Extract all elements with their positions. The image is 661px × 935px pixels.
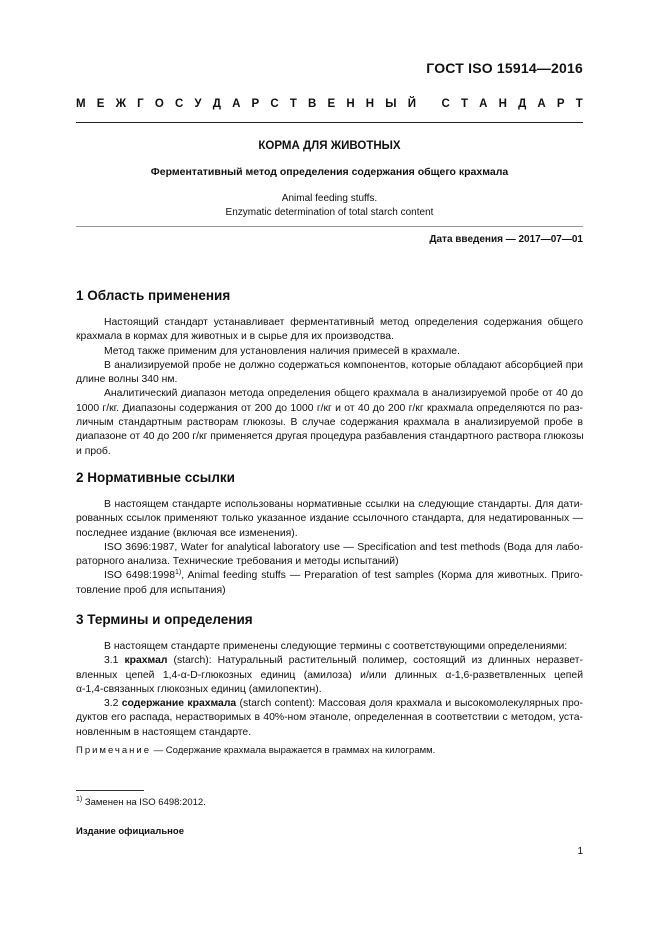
standard-type-letter: Н	[498, 98, 507, 110]
page-number: 1	[577, 846, 583, 857]
standard-type-letter: Н	[346, 98, 355, 110]
standard-type-letter: А	[479, 98, 488, 110]
section-1-body	[76, 316, 583, 459]
note-label: Примечание	[76, 745, 151, 756]
section-3-body	[76, 640, 583, 740]
term-starch: крахмал	[124, 655, 168, 667]
term-3-1: 3.1 крахмал (starch): Натуральный растительный полимер, состоящий из длинных неразвет-	[104, 655, 584, 667]
standard-type-header	[76, 98, 583, 110]
s2-line: ISO 6498:1998$^{1)}$, Animal feeding stuffs — Preparation of test samples (Корма для животных. Приго-	[104, 569, 583, 582]
standard-type-letter: Ж	[115, 98, 126, 110]
footnote-text: Заменен на ISO 6498:2012.	[82, 797, 206, 808]
s1-line: личным стандартным растворам глюкозы. В случае содержания крахмала в анализируемой пробе в	[76, 417, 583, 429]
standard-type-letter: А	[232, 98, 241, 110]
s1-line: Настоящий стандарт устанавливает ферментативный метод определения содержания общего	[104, 317, 583, 328]
standard-type-letter: Е	[327, 98, 336, 110]
footnote	[76, 797, 206, 808]
s3-intro: В настоящем стандарте применены следующие термины с соответствующими определениями:	[104, 641, 568, 652]
standard-type-letter: С	[174, 98, 184, 110]
standard-type-letter: М	[76, 98, 86, 110]
standard-type-letter: Д	[212, 98, 221, 110]
edition-label: Издание официальное	[76, 826, 184, 837]
note-text: — Содержание крахмала выражается в граммах на килограмм.	[151, 745, 436, 756]
standard-type-letter: Д	[518, 98, 527, 110]
footnote-reference: 1)	[174, 569, 182, 577]
standard-type-letter: Е	[96, 98, 105, 110]
standard-type-letter: Й	[407, 98, 416, 110]
title-rule	[76, 226, 583, 227]
section-3-heading: 3 Термины и определения	[76, 612, 253, 627]
standard-type-letter: С	[270, 98, 279, 110]
s1-line: 1000 г/кг. Диапазоны содержания от 200 до 1000 г/кг и от 40 до 200 г/кг крахмала определяются по раз-	[76, 402, 583, 414]
s1-line: Аналитический диапазон метода определения общего крахмала в анализируемой пробе от 40 до	[104, 388, 583, 400]
s2-line: последнее издание (включая все изменения).	[76, 527, 298, 539]
term-3-1-line: вленных цепей 1,4-α-D-глюкозных единиц (амилоза) и/или длинных α-1,6-разветвленных цепей	[76, 669, 583, 681]
standard-type-letter: Р	[251, 98, 260, 110]
standard-type-letter: Т	[575, 98, 583, 110]
note	[76, 745, 583, 756]
standard-type-letter: Ы	[385, 98, 397, 110]
document-title: КОРМА ДЛЯ ЖИВОТНЫХ	[258, 140, 401, 152]
standard-type-letter: А	[537, 98, 546, 110]
section-1-heading: 1 Область применения	[76, 288, 231, 303]
standard-type-letter: С	[441, 98, 450, 110]
s2-line: В настоящем стандарте использованы нормативные ссылки на следующие стандарты. Для дати-	[104, 499, 583, 510]
document-subtitle: Ферментативный метод определения содержания общего крахмала	[150, 166, 509, 178]
english-title-line-2: Enzymatic determination of total starch content	[225, 207, 434, 218]
s1-line: крахмала в кормах для животных и в сырье для их производства.	[76, 331, 394, 343]
standard-type-letter: У	[194, 98, 202, 110]
s2-line: товление проб для испытания)	[76, 584, 226, 596]
s1-line: Метод также применим для установления наличия примесей в крахмале.	[104, 345, 460, 357]
s2-line: ISO 3696:1987, Water for analytical laboratory use — Specification and test methods (Вода для лабо-	[104, 541, 583, 553]
standard-type-letter: О	[154, 98, 164, 110]
s2-line: раторного анализа. Технические требования и методы испытаний)	[76, 556, 399, 568]
standard-type-letter: В	[308, 98, 317, 110]
footnote-mark: 1)	[76, 796, 83, 803]
introduction-date: Дата введения — 2017—07—01	[429, 234, 583, 245]
s1-line: диапазоне от 40 до 200 г/кг применяется другая процедура разбавления стандартного раствора глюкозы	[76, 431, 584, 443]
english-title-line-1: Animal feeding stuffs.	[281, 193, 378, 204]
s1-line: В анализируемой пробе не должно содержаться компонентов, которые обладают абсорбцией при	[104, 359, 583, 371]
s1-line: и проб.	[76, 445, 111, 457]
s1-line: длине волны 340 нм.	[76, 374, 178, 386]
standard-type-letter: Т	[460, 98, 468, 110]
term-3-1-line: α-1,4-связанных глюкозных единиц (амилопектин).	[76, 683, 322, 695]
standard-type-letter: Р	[556, 98, 565, 110]
document-number: ГОСТ ISO 15914—2016	[426, 60, 583, 76]
footnote-separator	[76, 790, 144, 791]
section-2-body	[76, 498, 583, 598]
english-title	[76, 192, 583, 220]
standard-type-letter: Н	[365, 98, 375, 110]
section-2-heading: 2 Нормативные ссылки	[76, 470, 235, 485]
header-rule	[76, 122, 583, 123]
term-3-2-line: дуктов его распада, нерастворимых в 40%-ном этаноле, определенная в соответствии с методом, уста-	[76, 712, 583, 724]
standard-type-letter	[427, 98, 430, 110]
s2-line: рованных ссылок применяют только указанное издание ссылочного стандарта, для недатированных —	[76, 513, 583, 525]
term-3-2: 3.2 содержание крахмала (starch content): Массовая доля крахмала и высокомолекулярных про-	[104, 698, 584, 710]
standard-type-letter: Т	[289, 98, 297, 110]
standard-type-letter: Г	[137, 98, 144, 110]
term-3-2-line: новленным в настоящем стандарте.	[76, 726, 252, 738]
term-starch-content: содержание крахмала	[121, 698, 237, 710]
